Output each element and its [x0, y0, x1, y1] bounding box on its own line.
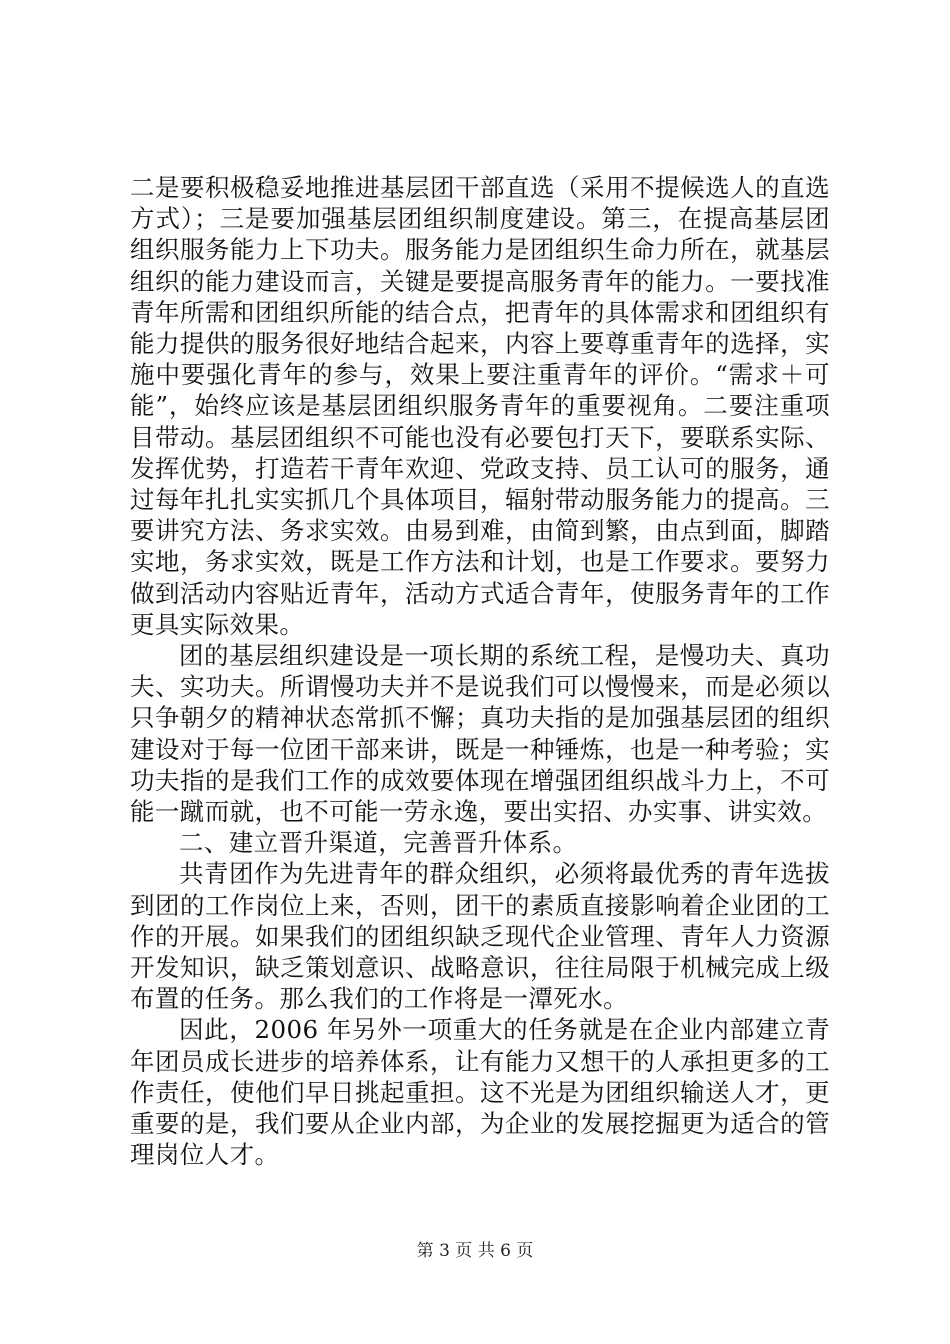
paragraph-3: 共青团作为先进青年的群众组织，必须将最优秀的青年选拔到团的工作岗位上来，否则，团干的素质直接影响着企业团的工作的开展。如果我们的团组织缺乏现代企业管理、青年人力资源开发知识，缺乏策划意识、战略意识，往往局限于机械完成上级布置的任务。那么我们的工作将是一潭死水。 [130, 859, 830, 1014]
paragraph-1: 二是要积极稳妥地推进基层团干部直选（采用不提候选人的直选方式）；三是要加强基层团组织制度建设。第三，在提高基层团组织服务能力上下功夫。服务能力是团组织生命力所在，就基层组织的能力建设而言，关键是要提高服务青年的能力。一要找准青年所需和团组织所能的结合点，把青年的具体需求和团组织有能力提供的服务很好地结合起来，内容上要尊重青年的选择，实施中要强化青年的参与，效果上要注重青年的评价。“需求＋可能”，始终应该是基层团组织服务青年的重要视角。二要注重项目带动。基层团组织不可能也没有必要包打天下，要联系实际、发挥优势，打造若干青年欢迎、党政支持、员工认可的服务，通过每年扎扎实实抓几个具体项目，辐射带动服务能力的提高。三要讲究方法、务求实效。由易到难，由简到繁，由点到面，脚踏实地，务求实效，既是工作方法和计划，也是工作要求。要努力做到活动内容贴近青年，活动方式适合青年，使服务青年的工作更具实际效果。 [130, 173, 830, 639]
document-body [130, 172, 830, 1171]
section-heading: 二、建立晋升渠道，完善晋升体系。 [179, 828, 578, 858]
page-footer: 第 3 页 共 6 页 [416, 1241, 534, 1261]
paragraph-2: 团的基层组织建设是一项长期的系统工程，是慢功夫、真功夫、实功夫。所谓慢功夫并不是说我们可以慢慢来，而是必须以只争朝夕的精神状态常抓不懈；真功夫指的是加强基层团的组织建设对于每一位团干部来讲，既是一种锤炼，也是一种考验；实功夫指的是我们工作的成效要体现在增强团组织战斗力上，不可能一蹴而就，也不可能一劳永逸，要出实招、办实事、讲实效。 [130, 641, 830, 827]
paragraph-4: 因此，2006 年另外一项重大的任务就是在企业内部建立青年团员成长进步的培养体系，让有能力又想干的人承担更多的工作责任，使他们早日挑起重担。这不光是为团组织输送人才，更重要的是，我们要从企业内部，为企业的发展挖掘更为适合的管理岗位人才。 [130, 1015, 830, 1170]
